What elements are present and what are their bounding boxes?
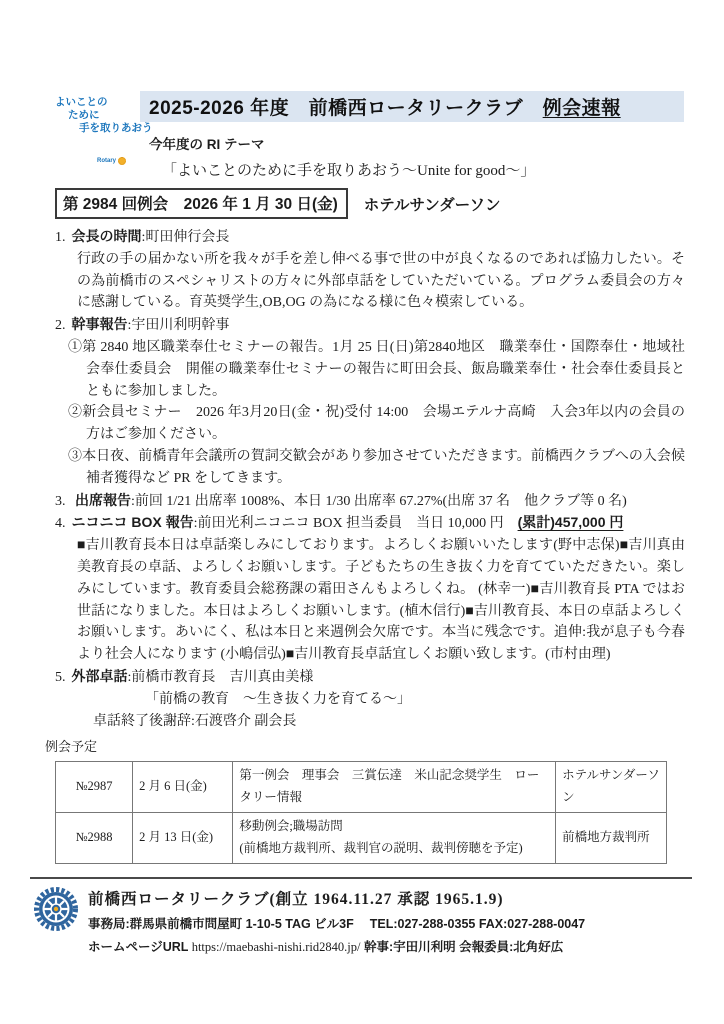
page-title-bulletin: 例会速報 xyxy=(542,98,621,119)
meeting-header xyxy=(55,188,501,219)
footer-club-line: 前橋西ロータリークラブ(創立 1964.11.27 承認 1965.1.9) xyxy=(88,890,504,908)
newsletter-body xyxy=(45,226,685,955)
section-number: 3. xyxy=(55,493,66,509)
schedule-meeting-no: №2987 xyxy=(56,762,133,813)
footer-url: https://maebashi-nishi.rid2840.jp/ xyxy=(191,939,361,954)
section-attendance-report xyxy=(55,490,685,513)
section-heading-suffix: :宇田川利明幹事 xyxy=(127,318,230,334)
speech-thanks: 卓話終了後謝辞:石渡啓介 副会長 xyxy=(93,713,297,729)
section-heading xyxy=(55,512,685,535)
secretary-report-item-2: ②新会員セミナー 2026 年3月20日(金・祝)受付 14:00 会場エテルナ高崎 入会3年以内の会員の方はご参加ください。 xyxy=(68,405,685,443)
section-heading-suffix: :町田伸行会長 xyxy=(141,230,230,245)
presidents-time-text: 行政の手の届かない所を我々が手を差し伸べる事で世の中が良くなるのであれば協力したい。その為前橋市のスペシャリストの方々に外部卓話をしていただいている。プログラム委員会の方々に感謝している。育英奨学生,OB,OG の為になる様に色々模索している。 xyxy=(77,251,685,311)
schedule-row xyxy=(56,762,667,813)
footer-divider xyxy=(30,877,692,879)
schedule-program: 第一例会 理事会 三賞伝達 米山記念奨学生 ロータリー情報 xyxy=(233,762,556,813)
section-heading xyxy=(55,226,685,249)
schedule-program xyxy=(233,812,556,863)
secretary-report-item-3: ③本日夜、前橋青年会議所の賀詞交歓会があり参加させていただきます。前橋西クラブへの入会候補者獲得など PR をしてきます。 xyxy=(68,448,685,486)
section-guest-speech xyxy=(55,666,685,732)
footer-url-label: ホームページURL xyxy=(88,939,189,954)
logo-slogan-line3: 手を取りあおう xyxy=(79,122,153,134)
nikoniko-detail: :前田光利ニコニコ BOX 担当委員 当日 10,000 円 xyxy=(193,516,518,532)
section-number: 1. xyxy=(55,230,66,245)
ri-theme-text: 「よいことのために手を取りあおう〜Unite for good〜」 xyxy=(162,163,536,179)
section-presidents-time xyxy=(55,226,685,314)
page-title-main: 2025-2026 年度 前橋西ロータリークラブ xyxy=(149,98,543,119)
schedule-date: 2 月 6 日(金) xyxy=(133,762,233,813)
rotary-wheel-small-icon xyxy=(118,157,126,165)
meeting-number-date: 第 2984 回例会 2026 年 1 月 30 日(金) xyxy=(55,188,348,219)
schedule-program-line2: (前橋地方裁判所、裁判官の説明、裁判傍聴を予定) xyxy=(239,840,523,855)
section-heading xyxy=(55,314,685,337)
section-title: 出席報告 xyxy=(75,491,131,508)
logo-slogan-line2: ために xyxy=(68,109,100,121)
rotary-wordmark-label: Rotary xyxy=(97,158,117,164)
secretary-report-item-1: ①第 2840 地区職業奉仕セミナーの報告。1月 25 日(日)第2840地区 職業奉仕・国際奉仕・地域社会奉仕委員会 開催の職業奉仕セミナーの報告に町田会長、飯島職業奉仕・社会奉仕委員長とともに参加しました。 xyxy=(68,339,685,399)
rotary-wheel-icon xyxy=(33,886,79,932)
nikoniko-total: (累計)457,000 円 xyxy=(517,514,624,531)
section-secretary-report xyxy=(55,314,685,489)
schedule-venue: 前橋地方裁判所 xyxy=(556,812,667,863)
schedule-meeting-no: №2988 xyxy=(56,812,133,863)
schedule-label: 例会予定 xyxy=(45,739,98,755)
section-number: 2. xyxy=(55,318,66,334)
footer xyxy=(33,886,685,955)
page-title xyxy=(140,91,684,122)
speaker-name: :前橋市教育長 吉川真由美様 xyxy=(127,669,314,685)
attendance-figures: :前回 1/21 出席率 1008%、本日 1/30 出席率 67.27%(出席 37 名 他クラブ等 0 名) xyxy=(131,493,627,509)
schedule-venue: ホテルサンダーソン xyxy=(556,762,667,813)
footer-staff: 幹事:宇田川利明 会報委員:北角好広 xyxy=(363,939,564,954)
section-title: ニコニコ BOX 報告 xyxy=(71,514,194,531)
meeting-venue: ホテルサンダーソン xyxy=(363,196,501,214)
speech-title: 「前橋の教育 〜生き抜く力を育てる〜」 xyxy=(145,691,411,707)
footer-office-line: 事務局:群馬県前橋市問屋町 1-10-5 TAG ビル3F TEL:027-288-0355 FAX:027-288-0047 xyxy=(88,916,586,931)
schedule-row xyxy=(56,812,667,863)
section-title: 外部卓話 xyxy=(71,667,128,684)
ri-theme xyxy=(149,133,535,180)
section-number: 5. xyxy=(55,669,66,685)
schedule-date: 2 月 13 日(金) xyxy=(133,812,233,863)
section-number: 4. xyxy=(55,516,66,532)
footer-url-line xyxy=(88,937,585,955)
section-title: 幹事報告 xyxy=(71,316,128,333)
nikoniko-messages: ■吉川教育長本日は卓話楽しみにしております。よろしくお願いいたします(野中志保)■吉川真由美教育長の卓話、よろしくお願いします。子どもたちの生き抜く力を育てていただきたい。楽しみにしています。教育委員会総務課の霜田さんもよろしくね。 (林幸一)■吉川教育長 PTA ではお世話になりました。本日はよろしくお願いします。(植木信行)■吉川教育長、本日の卓話よろしくお願いします。あいにく、私は本日と来週例会欠席です。本当に残念です。追伸:我が息子も今春より社会人になります (小嶋信弘)■吉川教育長卓話宜しくお願い致します。(市村由理) xyxy=(77,538,685,663)
schedule-program-line1: 移動例会;職場訪問 xyxy=(239,818,343,833)
section-title: 会長の時間 xyxy=(71,228,142,244)
section-heading xyxy=(55,490,685,513)
logo-slogan-line1: よいことの xyxy=(55,96,108,108)
schedule-table xyxy=(55,761,667,864)
section-heading xyxy=(55,666,685,689)
section-nikoniko-box xyxy=(55,512,685,666)
ri-theme-label: 今年度の RI テーマ xyxy=(149,137,265,152)
footer-text xyxy=(88,886,585,955)
